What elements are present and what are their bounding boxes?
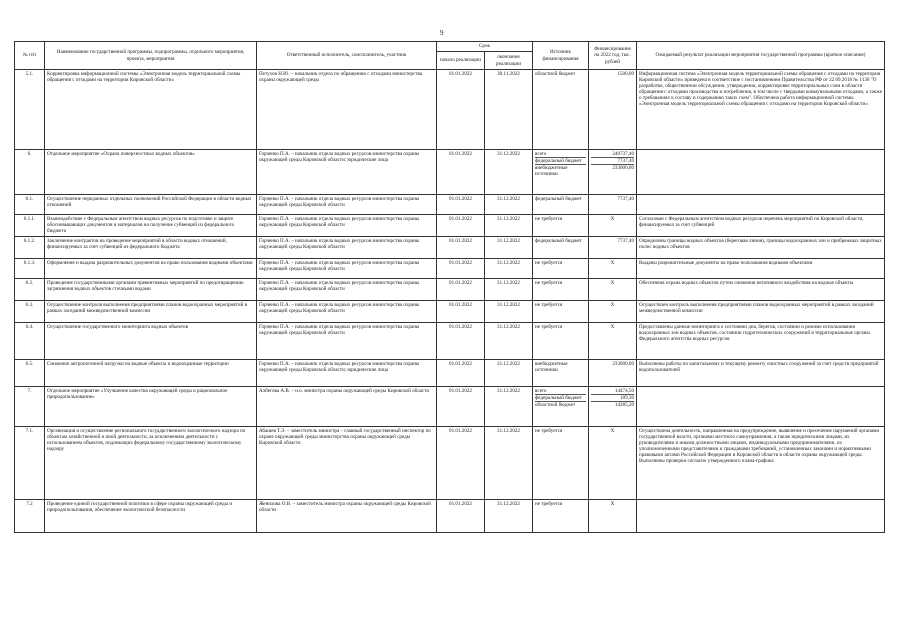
header-start: начало реализации — [437, 52, 485, 70]
cell-num: 6.1.3. — [15, 259, 45, 279]
cell-name: Осуществление контроля выполнения предприятиями планов водоохранных мероприятий в рамках заседаний межведомственной комиссии — [45, 301, 257, 323]
table-row — [15, 360, 885, 387]
cell-end: 31.12.2022 — [485, 500, 533, 533]
cell-num: 6.1.2. — [15, 237, 45, 259]
cell-funding — [589, 237, 637, 259]
cell-source — [533, 279, 589, 301]
funding-amount: 240737,40 — [591, 151, 634, 158]
funding-amount: Х — [610, 260, 615, 266]
table-row — [15, 259, 885, 279]
funding-amount: 233000,00 — [612, 361, 634, 367]
funding-amount: 7737,40 — [591, 158, 634, 165]
cell-name: Отдельное мероприятие «Охрана поверхностных водных объектов» — [45, 150, 257, 195]
funding-amount: 189,30 — [591, 395, 634, 402]
funding-amount: 7737,40 — [617, 238, 634, 244]
cell-num: 7. — [15, 387, 45, 427]
cell-funding — [589, 279, 637, 301]
cell-source — [533, 500, 589, 533]
cell-source — [533, 70, 589, 150]
source-entry: не требуется — [535, 280, 563, 286]
cell-responsible: Женихова О.В. – заместитель министра охраны окружающей среды Кировской области — [257, 500, 437, 533]
cell-funding — [589, 360, 637, 387]
cell-start: 01.01.2022 — [437, 195, 485, 215]
header-name: Наименование государственной программы, подпрограммы, отдельного мероприятия, проекта, мероприятия — [45, 42, 257, 70]
cell-result: Осуществлен контроль выполнения предприятиями планов водоохранных мероприятий в рамках заседаний межведомственной комиссии — [637, 301, 885, 323]
table-row — [15, 215, 885, 237]
table-row — [15, 387, 885, 427]
cell-responsible: Петухов Н.Ю. – начальник отдела по обращению с отходами министерства охраны окружающей среды — [257, 70, 437, 150]
table-row — [15, 500, 885, 533]
page-number: 9 — [440, 29, 444, 37]
cell-source — [533, 323, 589, 360]
table-row — [15, 195, 885, 215]
cell-result: Предоставлены данные мониторинга о состоянии дна, берегов, состоянии и режиме использования водоохранных зон водных объектов, состоянии гидротехнических сооружений в территориальные органы Федерального агентства водных ресурсов — [637, 323, 885, 360]
cell-funding — [589, 259, 637, 279]
cell-end: 31.12.2022 — [485, 215, 533, 237]
cell-start: 01.01.2022 — [437, 237, 485, 259]
funding-amount: 233000,00 — [612, 165, 634, 172]
cell-end: 31.12.2022 — [485, 195, 533, 215]
cell-num: 6.3. — [15, 301, 45, 323]
header-row — [15, 42, 885, 52]
cell-name: Осуществление переданных отдельных полномочий Российской Федерации в области водных отношений — [45, 195, 257, 215]
cell-name: Оформление и выдача разрешительных документов на право пользования водными объектами — [45, 259, 257, 279]
cell-end: 31.12.2022 — [485, 323, 533, 360]
cell-num: 5.1. — [15, 70, 45, 150]
cell-end: 31.12.2022 — [485, 301, 533, 323]
source-entry: не требуется — [535, 216, 563, 222]
cell-funding — [589, 215, 637, 237]
cell-start: 01.01.2022 — [437, 360, 485, 387]
source-entry: областной бюджет — [535, 402, 576, 409]
cell-start: 01.01.2022 — [437, 500, 485, 533]
cell-funding — [589, 323, 637, 360]
cell-source — [533, 259, 589, 279]
table-row — [15, 70, 885, 150]
cell-num: 7.1. — [15, 427, 45, 500]
cell-end: 31.12.2022 — [485, 259, 533, 279]
funding-amount: 7737,40 — [617, 196, 634, 202]
source-entry: всего — [535, 151, 586, 158]
funding-amount: 14285,20 — [614, 402, 634, 409]
source-entry: внебюджетные источники — [535, 361, 568, 374]
cell-name: Снижение антропогенной нагрузки на водные объекты и водоохранные территории — [45, 360, 257, 387]
funding-amount: 14474,50 — [591, 388, 634, 395]
cell-start: 01.01.2022 — [437, 259, 485, 279]
table-row — [15, 301, 885, 323]
cell-source — [533, 150, 589, 195]
cell-funding — [589, 387, 637, 427]
cell-name: Проведение единой государственной политики в сфере охраны окружающей среды и природопользования, обеспечение экологической безопасности — [45, 500, 257, 533]
funding-amount: 1500,00 — [617, 71, 634, 77]
source-entry: не требуется — [535, 260, 563, 266]
funding-amount: Х — [610, 324, 615, 330]
cell-source — [533, 215, 589, 237]
cell-start: 01.01.2022 — [437, 301, 485, 323]
cell-responsible: Горченко П.А. – начальник отдела водных ресурсов министерства охраны окружающей среды Кировской области; юридические лица — [257, 150, 437, 195]
cell-start: 01.01.2022 — [437, 150, 485, 195]
table-row — [15, 237, 885, 259]
cell-source — [533, 301, 589, 323]
cell-name: Организация и осуществление регионального государственного экологического надзора по объектам хозяйственной и иной деятельности, за исключением деятельности с использованием объектов, подлежащих федеральному государственному экологическому надзору — [45, 427, 257, 500]
source-entry: всего — [535, 388, 586, 395]
cell-num: 7.2 — [15, 500, 45, 533]
cell-funding — [589, 195, 637, 215]
cell-source — [533, 237, 589, 259]
header-term: Срок — [437, 42, 533, 52]
table-row — [15, 150, 885, 195]
table-row — [15, 323, 885, 360]
cell-end: 31.12.2022 — [485, 427, 533, 500]
cell-result: Осуществлена деятельность, направленная на предупреждение, выявление и пресечение нарушений органами государственной власти, органами местного самоуправления, а также юридическими лицами, их руководителями и иными должностными лицами, индивидуальными предпринимателями, их уполномоченными представителями и гражданами требований, установленных законами и нормативными правовыми актами Российской Федерации и Кировской области в области охраны окружающей среды. Выполнены проверки согласно утвержденного плана-графика — [637, 427, 885, 500]
header-num: № п/п — [15, 42, 45, 70]
cell-funding — [589, 427, 637, 500]
program-table — [14, 41, 885, 533]
cell-num: 6.5. — [15, 360, 45, 387]
source-entry: областной бюджет — [535, 71, 576, 77]
cell-result: Выполнены работы по капитальному и текущему ремонту очистных сооружений за счет средств предприятий водопользователей — [637, 360, 885, 387]
cell-result — [637, 195, 885, 215]
cell-result: Обеспечена охрана водных объектов путем снижения негативного воздействия на водные объекты — [637, 279, 885, 301]
cell-name: Отдельное мероприятие «Улучшение качества окружающей среды и рациональное природопользование» — [45, 387, 257, 427]
funding-amount: Х — [610, 501, 615, 507]
funding-amount: Х — [610, 302, 615, 308]
cell-result — [637, 387, 885, 427]
cell-responsible: Албегова А.В. – и.о. министра охраны окружающей среды Кировской области — [257, 387, 437, 427]
cell-end: 31.12.2022 — [485, 279, 533, 301]
cell-funding — [589, 70, 637, 150]
source-entry: не требуется — [535, 302, 563, 308]
header-funding: Финансирование на 2022 год, тыс. рублей — [589, 42, 637, 70]
source-entry: федеральный бюджет — [535, 238, 582, 244]
cell-end: 30.11.2022 — [485, 70, 533, 150]
cell-num: 6. — [15, 150, 45, 195]
cell-responsible: Горченко П.А. – начальник отдела водных ресурсов министерства охраны окружающей среды Кировской области — [257, 237, 437, 259]
table-body — [15, 70, 885, 533]
header-responsible: Ответственный исполнитель, соисполнитель, участник — [257, 42, 437, 70]
cell-result: Выданы разрешительные документы на право пользования водными объектами — [637, 259, 885, 279]
cell-result: Определены границы водных объектов (береговая линия), границы водоохранных зон и прибрежных защитных полос водных объектов — [637, 237, 885, 259]
cell-name: Заключение контрактов на проведение мероприятий в области водных отношений, финансируемых за счет субвенций из федерального бюджета — [45, 237, 257, 259]
cell-responsible: Горченко П.А. – начальник отдела водных ресурсов министерства охраны окружающей среды Кировской области — [257, 279, 437, 301]
funding-amount: Х — [610, 428, 615, 434]
cell-responsible: Горченко П.А. – начальник отдела водных ресурсов министерства охраны окружающей среды Кировской области — [257, 195, 437, 215]
cell-start: 01.01.2022 — [437, 279, 485, 301]
source-entry: внебюджетные источники — [535, 165, 568, 178]
cell-name: Осуществление государственного мониторинга водных объектов — [45, 323, 257, 360]
cell-funding — [589, 500, 637, 533]
cell-name: Корректировка информационной системы «Электронная модель территориальной схемы обращения с отходами на территории Кировской области» — [45, 70, 257, 150]
cell-end: 31.12.2022 — [485, 360, 533, 387]
cell-num: 6.2. — [15, 279, 45, 301]
cell-source — [533, 427, 589, 500]
table-row — [15, 427, 885, 500]
cell-responsible: Горченко П.А. – начальник отдела водных ресурсов министерства охраны окружающей среды Кировской области; юридические лица — [257, 360, 437, 387]
cell-result: Информационная система «Электронная модель территориальной схемы обращения с отходами на территории Кировской области» приведена в соответствие с постановлением Правительства РФ от 22.09.2018 № 1130 "О разработке, общественном обсуждении, утверждении, корректировке территориальных схем в области обращения с отходами производства и потребления, в том числе с твердыми коммунальными отходами, а также о требованиях к составу и содержанию таких схем". Обеспечена работа информационной системы «Электронная модель территориальной схемы обращения с отходами на территории Кировской области» — [637, 70, 885, 150]
funding-amount: Х — [610, 216, 615, 222]
cell-name: Взаимодействие с Федеральным агентством водных ресурсов по подготовке и защите обосновывающих документов и материалов на получение субвенций из федерального бюджета — [45, 215, 257, 237]
cell-result — [637, 150, 885, 195]
cell-result: Согласован с Федеральным агентством водных ресурсов перечень мероприятий по Кировской области, финансируемых за счет субвенций — [637, 215, 885, 237]
cell-num: 6.1. — [15, 195, 45, 215]
source-entry: федеральный бюджет — [535, 395, 586, 402]
cell-source — [533, 387, 589, 427]
cell-num: 6.1.1. — [15, 215, 45, 237]
cell-responsible: Абашев Т.Э. – заместитель министра – главный государственный инспектор по охране окружающей среды министерства охраны окружающей среды Кировской области — [257, 427, 437, 500]
cell-num: 6.4. — [15, 323, 45, 360]
cell-end: 31.12.2022 — [485, 237, 533, 259]
funding-amount: Х — [610, 280, 615, 286]
cell-start: 01.01.2022 — [437, 70, 485, 150]
source-entry: федеральный бюджет — [535, 158, 586, 165]
source-entry: не требуется — [535, 428, 563, 434]
cell-funding — [589, 301, 637, 323]
cell-responsible: Горченко П.А. – начальник отдела водных ресурсов министерства охраны окружающей среды Кировской области — [257, 259, 437, 279]
cell-responsible: Горченко П.А. – начальник отдела водных ресурсов министерства охраны окружающей среды Кировской области — [257, 301, 437, 323]
cell-end: 31.12.2022 — [485, 150, 533, 195]
cell-responsible: Горченко П.А. – начальник отдела водных ресурсов министерства охраны окружающей среды Кировской области — [257, 215, 437, 237]
header-source: Источник финансирования — [533, 42, 589, 70]
cell-source — [533, 360, 589, 387]
source-entry: не требуется — [535, 501, 563, 507]
cell-start: 01.01.2022 — [437, 427, 485, 500]
cell-start: 01.01.2022 — [437, 323, 485, 360]
cell-source — [533, 195, 589, 215]
cell-name: Проведение государственными органами превентивных мероприятий по предотвращению загрязнения водных объектов сточными водами — [45, 279, 257, 301]
cell-start: 01.01.2022 — [437, 387, 485, 427]
cell-start: 01.01.2022 — [437, 215, 485, 237]
header-end: окончание реализации — [485, 52, 533, 70]
cell-result — [637, 500, 885, 533]
cell-funding — [589, 150, 637, 195]
source-entry: федеральный бюджет — [535, 196, 582, 202]
source-entry: не требуется — [535, 324, 563, 330]
cell-end: 31.12.2022 — [485, 387, 533, 427]
table-row — [15, 279, 885, 301]
header-result: Ожидаемый результат реализации мероприятия государственной программы (краткое описание) — [637, 42, 885, 70]
cell-responsible: Горченко П.А. – начальник отдела водных ресурсов министерства охраны окружающей среды Кировской области — [257, 323, 437, 360]
